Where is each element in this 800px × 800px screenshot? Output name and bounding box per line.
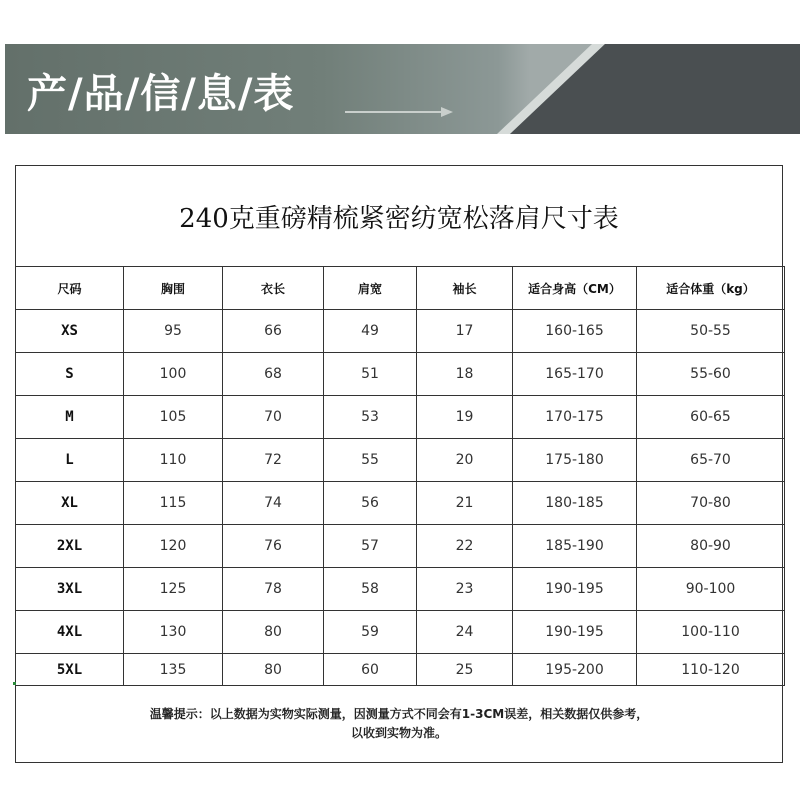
size-label-cell: L	[16, 439, 124, 482]
table-cell: 59	[324, 611, 417, 654]
table-cell: 120	[124, 525, 223, 568]
size-label-cell: XS	[16, 310, 124, 353]
table-cell: 72	[223, 439, 324, 482]
table-cell: 66	[223, 310, 324, 353]
size-label-cell: 4XL	[16, 611, 124, 654]
table-cell: 190-195	[513, 568, 637, 611]
table-cell: 51	[324, 353, 417, 396]
table-cell: 68	[223, 353, 324, 396]
table-cell: 110-120	[637, 654, 785, 686]
table-row	[16, 353, 785, 396]
table-cell: 57	[324, 525, 417, 568]
table-cell: 110	[124, 439, 223, 482]
corner-mark	[13, 682, 16, 685]
size-label-cell: M	[16, 396, 124, 439]
table-cell: 50-55	[637, 310, 785, 353]
table-body	[16, 310, 785, 686]
note-line-1: 温馨提示：以上数据为实物实际测量，因测量方式不同会有1-3CM误差，相关数据仅供参考，	[149, 707, 649, 721]
table-cell: 25	[417, 654, 513, 686]
table-cell: 18	[417, 353, 513, 396]
banner-title: 产/品/信/息/表	[27, 71, 295, 117]
table-cell: 76	[223, 525, 324, 568]
table-cell: 80	[223, 654, 324, 686]
table-row	[16, 482, 785, 525]
table-cell: 130	[124, 611, 223, 654]
column-header: 尺码	[16, 267, 124, 310]
column-header: 衣长	[223, 267, 324, 310]
table-cell: 55-60	[637, 353, 785, 396]
column-header: 袖长	[417, 267, 513, 310]
column-header: 胸围	[124, 267, 223, 310]
table-cell: 17	[417, 310, 513, 353]
table-row	[16, 654, 785, 686]
table-cell: 58	[324, 568, 417, 611]
table-cell: 115	[124, 482, 223, 525]
table-row	[16, 439, 785, 482]
table-cell: 175-180	[513, 439, 637, 482]
table-cell: 160-165	[513, 310, 637, 353]
note-line-2: 以收到实物为准。	[350, 726, 447, 740]
table-cell: 74	[223, 482, 324, 525]
table-cell: 195-200	[513, 654, 637, 686]
table-cell: 80	[223, 611, 324, 654]
table-cell: 125	[124, 568, 223, 611]
table-cell: 180-185	[513, 482, 637, 525]
table-cell: 56	[324, 482, 417, 525]
size-table	[15, 266, 785, 686]
size-label-cell: S	[16, 353, 124, 396]
table-cell: 70	[223, 396, 324, 439]
table-row	[16, 611, 785, 654]
table-cell: 20	[417, 439, 513, 482]
table-header-row	[16, 267, 785, 310]
arrow-right-icon	[345, 102, 455, 122]
column-header: 肩宽	[324, 267, 417, 310]
table-cell: 135	[124, 654, 223, 686]
table-cell: 95	[124, 310, 223, 353]
table-cell: 100	[124, 353, 223, 396]
table-cell: 53	[324, 396, 417, 439]
table-cell: 22	[417, 525, 513, 568]
table-cell: 80-90	[637, 525, 785, 568]
size-label-cell: 3XL	[16, 568, 124, 611]
table-cell: 170-175	[513, 396, 637, 439]
column-header: 适合体重（kg）	[637, 267, 785, 310]
table-cell: 165-170	[513, 353, 637, 396]
table-cell: 65-70	[637, 439, 785, 482]
table-row	[16, 396, 785, 439]
table-cell: 100-110	[637, 611, 785, 654]
table-cell: 60	[324, 654, 417, 686]
table-cell: 185-190	[513, 525, 637, 568]
table-row	[16, 310, 785, 353]
table-cell: 90-100	[637, 568, 785, 611]
table-row	[16, 568, 785, 611]
size-label-cell: 2XL	[16, 525, 124, 568]
table-title: 240克重磅精梳紧密纺宽松落肩尺寸表	[179, 203, 619, 234]
table-cell: 78	[223, 568, 324, 611]
table-cell: 55	[324, 439, 417, 482]
table-cell: 19	[417, 396, 513, 439]
size-label-cell: 5XL	[16, 654, 124, 686]
column-header: 适合身高（CM）	[513, 267, 637, 310]
table-cell: 60-65	[637, 396, 785, 439]
table-cell: 70-80	[637, 482, 785, 525]
table-cell: 21	[417, 482, 513, 525]
table-cell: 49	[324, 310, 417, 353]
table-cell: 190-195	[513, 611, 637, 654]
table-cell: 23	[417, 568, 513, 611]
size-label-cell: XL	[16, 482, 124, 525]
table-cell: 24	[417, 611, 513, 654]
table-cell: 105	[124, 396, 223, 439]
size-note	[15, 705, 783, 743]
table-row	[16, 525, 785, 568]
